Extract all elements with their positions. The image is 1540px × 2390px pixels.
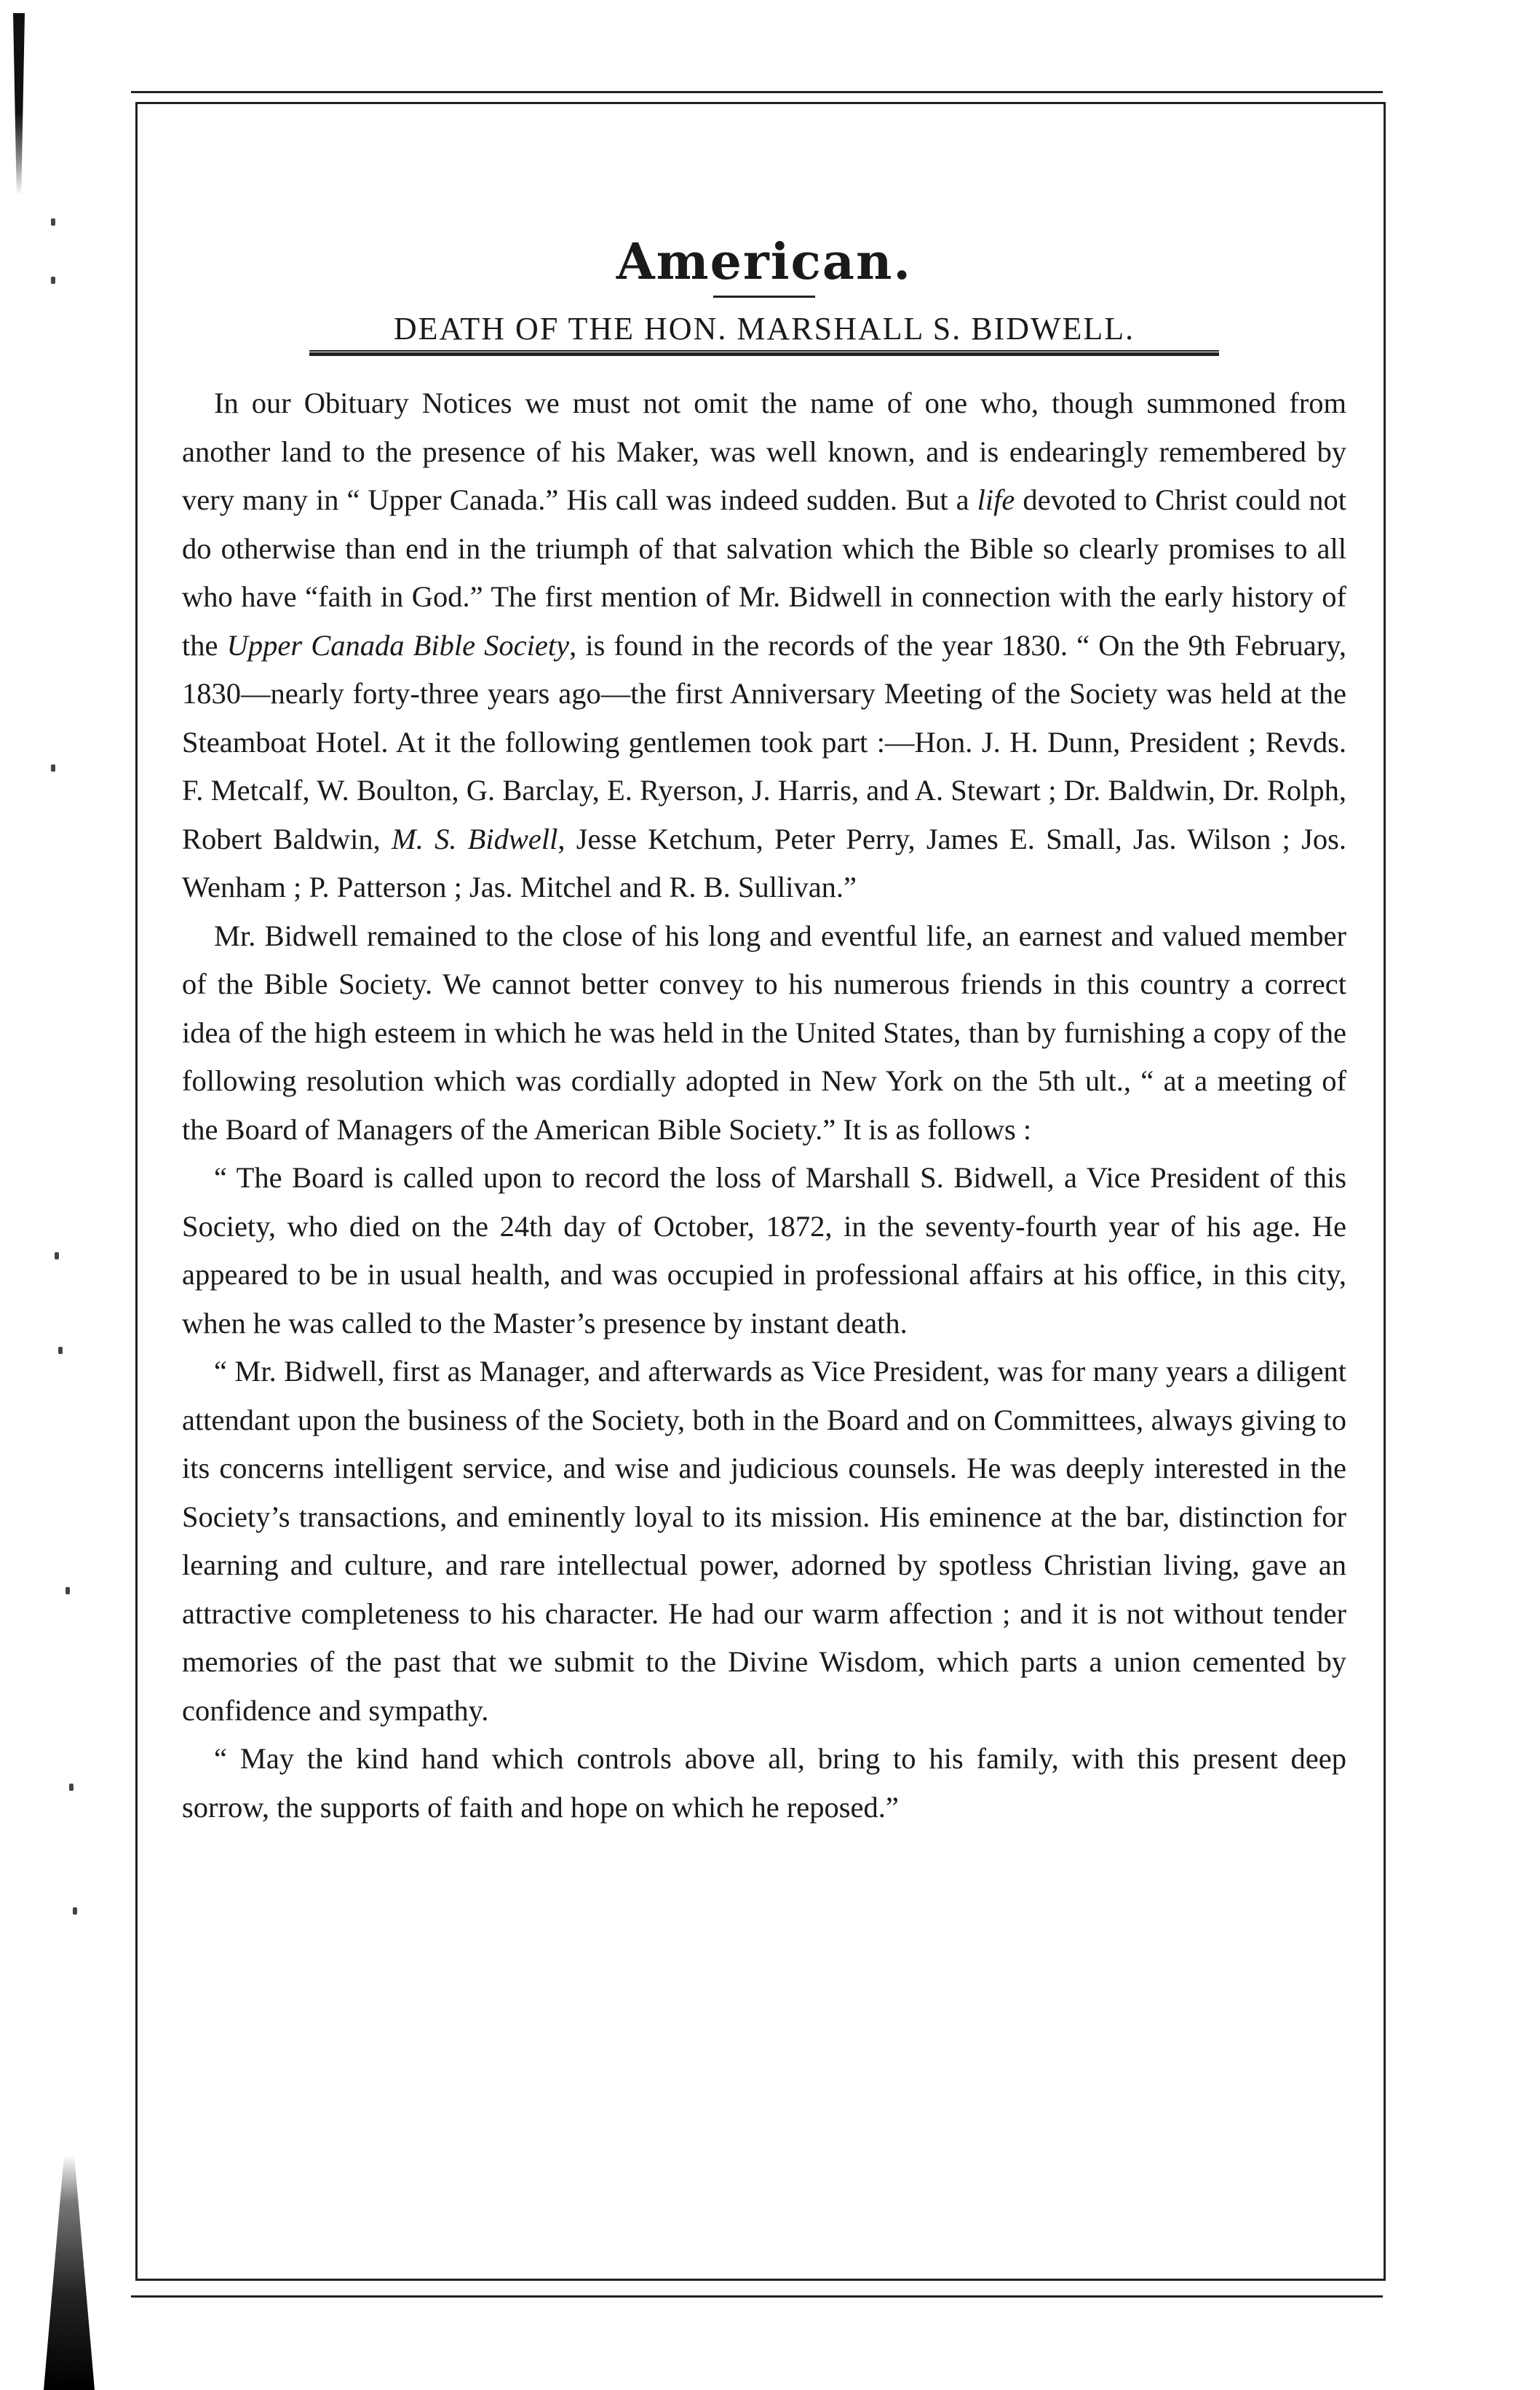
italic-text: M. S. Bidwell: [392, 822, 558, 855]
section-heading: American.: [616, 233, 913, 291]
scan-speck: [73, 1907, 77, 1915]
article-paragraph: [182, 379, 1346, 912]
scan-speck: [51, 218, 55, 226]
article-paragraph: [182, 1154, 1346, 1348]
paragraph-text: “ Mr. Bidwell, first as Manager, and afterwards as Vice President, was for many years a diligent attendant upon the business of the Society, both in the Board and on Committees, always giving to its concerns intelligent service, and wise and judicious counsels. He was deeply interested in the Society’s transactions, and eminently loyal to its mission. His eminence at the bar, distinction for learning and culture, and rare intellectual power, adorned by spotless Christian living, gave an attractive completeness to his character. He had our warm affection ; and it is not without tender memories of the past that we submit to the Divine Wisdom, which parts a union cemented by confidence and sympathy.: [182, 1355, 1346, 1727]
article-title: DEATH OF THE HON. MARSHALL S. BIDWELL.: [393, 311, 1135, 347]
scan-speck: [69, 1784, 74, 1791]
paragraph-text: In our Obituary Notices we must not omit the name of one who, though summoned from another land to the presence of his Maker, was well known, and is endearingly remembered by very many in “ Upper Canada.” His call was indeed sudden. But a: [182, 387, 1346, 516]
italic-text: Upper Canada Bible Society: [226, 628, 570, 662]
scan-speck: [51, 277, 55, 284]
binding-shadow-top: [13, 13, 25, 195]
binding-shadow-bottom: [44, 2155, 95, 2390]
article-paragraph: [182, 912, 1346, 1155]
paragraph-text: “ The Board is called upon to record the loss of Marshall S. Bidwell, a Vice President of this Society, who died on the 24th day of October, 1872, in the seventy-fourth year of his age. He appeared to be in usual health, and was occupied in professional affairs at his office, in this city, when he was called to the Master’s presence by instant death.: [182, 1161, 1346, 1340]
page-binding-edge: [0, 0, 102, 2390]
scan-speck: [66, 1587, 70, 1594]
paragraph-text: , is found in the records of the year 1830. “ On the 9th February, 1830—nearly forty-three years ago—the first Anniversary Meeting of the Society was held at the Steamboat Hotel. At it the following gentlemen took part :—Hon. J. H. Dunn, President ; Revds. F. Metcalf, W. Boulton, G. Barclay, E. Ryerson, J. Harris, and A. Stewart ; Dr. Baldwin, Dr. Rolph, Robert Baldwin,: [182, 628, 1347, 855]
paragraph-text: , Jesse Ketchum, Peter Perry, James E. Small, Jas. Wilson ; Jos. Wenham ; P. Patterson ; Jas. Mitchel and R. B. Sullivan.”: [182, 822, 1346, 903]
scan-speck: [55, 1252, 59, 1259]
article-title-rule: [309, 350, 1219, 356]
page-top-rule: [131, 91, 1383, 93]
article-paragraph: [182, 1735, 1346, 1832]
italic-text: life: [977, 483, 1015, 516]
scan-speck: [58, 1347, 63, 1354]
scan-speck: [51, 764, 55, 772]
page-bottom-rule: [131, 2295, 1383, 2298]
article-body: [182, 379, 1346, 1832]
article-paragraph: [182, 1348, 1346, 1735]
section-heading-rule: [713, 296, 815, 298]
article: [182, 233, 1346, 1832]
paragraph-text: “ May the kind hand which controls above all, bring to his family, with this present deep sorrow, the supports of faith and hope on which he reposed.”: [182, 1742, 1346, 1824]
paragraph-text: devoted to Christ could not do otherwise than end in the triumph of that salvation which the Bible so clearly promises to all who have “faith in God.” The first mention of Mr. Bidwell in connection with the early history of the: [182, 483, 1347, 662]
paragraph-text: Mr. Bidwell remained to the close of his long and eventful life, an earnest and valued member of the Bible Society. We cannot better convey to his numerous friends in this country a correct idea of the high esteem in which he was held in the United States, than by furnishing a copy of the following resolution which was cordially adopted in New York on the 5th ult., “ at a meeting of the Board of Managers of the American Bible Society.” It is as follows :: [182, 919, 1346, 1146]
